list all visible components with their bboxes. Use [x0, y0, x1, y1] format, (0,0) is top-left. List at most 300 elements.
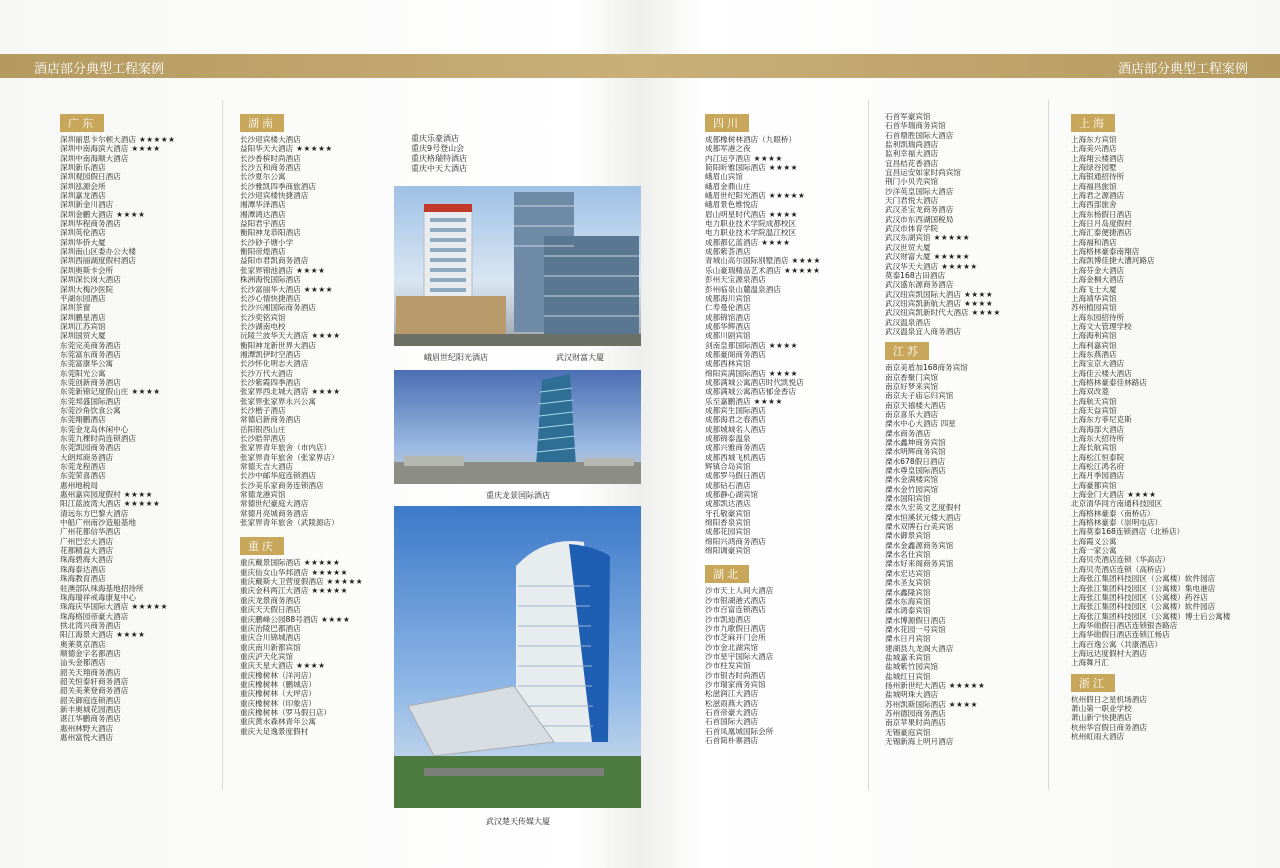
list-item: [885, 728, 1001, 737]
hotel-name: 长沙香槟时尚酒店: [240, 153, 301, 163]
list-item: [240, 266, 363, 275]
star-rating: ★★★★: [948, 699, 978, 709]
list-item: [705, 172, 821, 181]
list-item: [60, 154, 175, 163]
list-item: [60, 387, 175, 396]
hotel-name: 常德启新商务酒店: [240, 415, 301, 425]
hotel-name: 石首帝豪大酒店: [705, 707, 759, 717]
list-item: [885, 438, 1001, 447]
star-rating: ★★★★: [768, 340, 798, 350]
hotel-name: 牙孔敬豪宾馆: [705, 508, 751, 518]
hotel-name: 沙市星宇国际大酒店: [705, 651, 774, 661]
list-item: 重庆中天大酒店: [411, 164, 467, 173]
list-item: [1071, 387, 1230, 396]
star-rating: ★★★★: [768, 209, 798, 219]
hotel-name: 深圳新乐酒店: [60, 163, 106, 173]
list-item: 沙洋英皇国际大酒店: [885, 186, 954, 196]
list-item: [240, 481, 363, 490]
hotel-name: 上海飞士大厦: [1071, 284, 1117, 294]
list-item: [885, 299, 1001, 308]
star-rating: ★★★★: [303, 284, 333, 294]
section-sichuan: [705, 112, 821, 745]
list-item: [1071, 509, 1230, 518]
list-item: [60, 397, 175, 406]
list-item: [1071, 210, 1230, 219]
hotel-name: 东莞富康华公寓: [60, 359, 114, 369]
list-item: [1071, 163, 1230, 172]
section-title: 湖北: [705, 565, 749, 583]
hotel-name: 南京香聚门宾馆: [885, 372, 939, 382]
list-item: [885, 447, 1001, 456]
list-item: [240, 303, 363, 312]
list-item: [705, 378, 821, 387]
list-item: 天门君悦大酒店: [885, 196, 939, 206]
list-item: [705, 387, 821, 396]
divider: [1048, 100, 1049, 790]
list-item: [60, 630, 175, 639]
hotel-name: 溧水中心大酒店 四星: [885, 419, 956, 429]
hotel-name: 东莞翔鹏酒店: [60, 415, 106, 425]
list-item: [1071, 649, 1230, 658]
hotel-name: 上海莫泰168连锁酒店（北桥店）: [1071, 527, 1185, 537]
list-item: [60, 341, 175, 350]
hotel-name: 峨眉景色维悦店: [705, 200, 759, 210]
hotel-name: 上海张江集团科技园区（公寓楼）软件园店: [1071, 574, 1216, 584]
building-illustration: [394, 370, 641, 484]
hotel-name: 东莞完美商务酒店: [60, 340, 121, 350]
hotel-name: 长沙兴湘国际商务酒店: [240, 303, 316, 313]
hotel-name: 上海金门大酒店: [1071, 490, 1125, 500]
hotel-name: 汕头金都酒店: [60, 658, 106, 668]
list-item: [240, 499, 363, 508]
list-item: [885, 410, 1001, 419]
hotel-name: 溧水明辉商务宾馆: [885, 447, 946, 457]
list-item: [60, 509, 175, 518]
hotel-name: 深圳中南海滨大酒店: [60, 144, 129, 154]
list-item: [885, 606, 1001, 615]
list-item: [1071, 331, 1230, 340]
hotel-name: 溧水商务酒店: [885, 428, 931, 438]
hotel-name: 重庆橡树林（罗马假日店）: [240, 707, 332, 717]
hotel-name: 益阳市君凯商务酒店: [240, 256, 309, 266]
list-item: [1071, 527, 1230, 536]
hotel-name: 盐城嘉禾宾馆: [885, 652, 931, 662]
hotel-name: 成都城城名人酒店: [705, 424, 766, 434]
hotel-name: 南京美盾加168商务宾馆: [885, 363, 968, 373]
list-item: [705, 499, 821, 508]
list-item: [885, 541, 1001, 550]
hotel-name: 上海舞月汇: [1071, 658, 1109, 668]
hotel-name: 常德天吉大酒店: [240, 462, 294, 472]
list-item: [60, 210, 175, 219]
hotel-name: 盐城红日宾馆: [885, 671, 931, 681]
list-item: [705, 652, 821, 661]
list-item: [240, 680, 363, 689]
hotel-name: 珠海庆华国际大酒店: [60, 602, 129, 612]
list-item: 监利幸福大酒店: [885, 149, 939, 159]
list-item: [705, 462, 821, 471]
hotel-name: 长沙美乐家商务连锁酒店: [240, 480, 324, 490]
hotel-name: 深圳金鹏大酒店: [60, 209, 114, 219]
list-item: 宜昌桔花香酒店: [885, 158, 939, 168]
list-item: [240, 717, 363, 726]
divider: [222, 100, 223, 790]
hotel-name: 深圳华程商务酒店: [60, 219, 121, 229]
list-item: [1071, 397, 1230, 406]
list-item: [240, 596, 363, 605]
list-item: [885, 634, 1001, 643]
hotel-name: 绵阳兴鸿商务酒店: [705, 536, 766, 546]
hotel-name: 上海绿谷园墅: [1071, 163, 1117, 173]
hotel-name: 深圳英伦酒店: [60, 228, 106, 238]
list-item: [1071, 584, 1230, 593]
list-item: [1071, 732, 1230, 741]
hotel-name: 成都川剧宾馆: [705, 331, 751, 341]
list-item: [240, 727, 363, 736]
section-title: 上海: [1071, 114, 1115, 132]
list-item: [1071, 695, 1230, 704]
hotel-name: 简阳昕雅国际酒店: [705, 163, 766, 173]
hotel-name: 常德月亮城商务酒店: [240, 508, 309, 518]
list-item: [60, 527, 175, 536]
list-item: [60, 144, 175, 153]
list-item: [885, 588, 1001, 597]
hotel-name: 成都紫荟酒店: [705, 247, 751, 257]
hotel-name: 东莞阳光公寓: [60, 368, 106, 378]
hotel-name: 武汉圣宝龙商务酒店: [885, 205, 954, 215]
hotel-name: 上海豪都宾馆: [1071, 480, 1117, 490]
hotel-name: 惠州地税局: [60, 480, 98, 490]
star-rating: ★★★★: [311, 331, 341, 341]
hotel-name: 重庆橡树林（印象店）: [240, 698, 316, 708]
hotel-name: 成都海君之春酒店: [705, 415, 766, 425]
hotel-name: 溧水御景宾馆: [885, 531, 931, 541]
list-item: [705, 671, 821, 680]
hotel-name: 上海西部旅舍: [1071, 200, 1117, 210]
list-item: [1071, 406, 1230, 415]
hotel-name: 武汉纽宾凯新航大酒店: [885, 298, 961, 308]
star-rating: ★★★★: [768, 163, 798, 173]
hotel-name: 重庆黄水森林青年公寓: [240, 717, 316, 727]
hotel-name: 上海格林豪泰佳林路店: [1071, 377, 1147, 387]
list-item: [1071, 443, 1230, 452]
hotel-name: 惠州富悦大酒店: [60, 733, 114, 742]
hotel-name: 上海松江鸿名府: [1071, 462, 1125, 472]
photo-emei-wuhan: [394, 186, 641, 346]
list-item: [60, 275, 175, 284]
list-item: [240, 135, 363, 144]
list-item: [705, 322, 821, 331]
list-item: [60, 714, 175, 723]
list-item: [705, 708, 821, 717]
list-item: [240, 322, 363, 331]
list-item: [60, 537, 175, 546]
hotel-name: 东莞沙角饮食公寓: [60, 405, 121, 415]
list-item: [240, 661, 363, 670]
hotel-name: 上海张江集团科技园区（公寓楼）博士后公寓楼: [1071, 611, 1231, 621]
hotel-name: 上海芬金大酒店: [1071, 265, 1125, 275]
star-rating: ★★★★★: [768, 191, 806, 201]
list-item: [240, 689, 363, 698]
list-item: [885, 718, 1001, 727]
list-item: [1071, 172, 1230, 181]
hotel-name: 新丰奥城花园酒店: [60, 704, 121, 714]
hotel-name: 惠州林野大酒店: [60, 723, 114, 733]
list-item: 重庆9号登山会: [411, 144, 465, 153]
list-item: [240, 708, 363, 717]
hotel-name: 峨眉世纪阳光酒店: [705, 191, 766, 201]
star-rating: ★★★★: [963, 298, 994, 308]
photo-caption: 武汉财富大厦: [556, 353, 604, 362]
list-item: [705, 144, 821, 153]
hotel-name: 阳江蓝波湾大酒店: [60, 499, 121, 509]
hotel-name: 溧水678假日酒店: [885, 456, 946, 466]
list-item: [240, 341, 363, 350]
hotel-name: 沙市九歌假日酒店: [705, 623, 766, 633]
hotel-name: 东莞荣喜酒店: [60, 471, 106, 481]
hotel-name: 武汉盛东源商务酒店: [885, 280, 954, 290]
hotel-name: 衡阳神龙恭阳酒店: [240, 228, 301, 238]
list-item: [705, 256, 821, 265]
list-item: [885, 391, 1001, 400]
hotel-name: 顺德金字名都酒店: [60, 648, 121, 658]
hotel-name: 深圳国贸大厦: [60, 331, 106, 341]
hotel-name: 深圳奥斯卡会所: [60, 265, 114, 275]
list-item: [885, 243, 1001, 252]
hotel-name: 深圳西丽湖度假村酒店: [60, 256, 136, 266]
hotel-name: 东莞富东商务酒店: [60, 349, 121, 359]
list-item: [885, 327, 1001, 336]
star-rating: ★★★★: [131, 144, 161, 154]
list-item: [885, 262, 1001, 271]
hotel-name: 成都罗马假日酒店: [705, 471, 766, 481]
hotel-name: 溧水宏达宾馆: [885, 568, 931, 578]
list-item: [705, 397, 821, 406]
divider: [868, 100, 869, 790]
star-rating: ★★★★★: [311, 567, 348, 577]
hotel-name: 上海一家公寓: [1071, 546, 1117, 556]
list-item: [60, 658, 175, 667]
hotel-name: 上海利嘉宾馆: [1071, 340, 1117, 350]
hotel-name: 上海格林豪泰（南桥店）: [1071, 508, 1155, 518]
list-item: [1071, 713, 1230, 722]
list-item: [240, 453, 363, 462]
star-rating: ★★★★: [116, 630, 146, 640]
list-item: [240, 350, 363, 359]
list-item: [1071, 462, 1230, 471]
star-rating: ★★★★★: [933, 252, 971, 262]
list-item: [240, 490, 363, 499]
list-item: [1071, 630, 1230, 639]
hotel-name: 成都锦馆酒店: [705, 312, 751, 322]
hotel-list: [1071, 695, 1230, 742]
star-rating: ★★★★: [123, 490, 153, 500]
hotel-name: 上海金桐大酒店: [1071, 275, 1125, 285]
hotel-name: 成都满城公寓酒店时代凯悦店: [705, 377, 804, 387]
hotel-name: 常德世纪豪庭大酒店: [240, 499, 309, 509]
hotel-name: 张家界锦池酒店: [240, 265, 294, 275]
list-item: [885, 597, 1001, 606]
list-item: [240, 652, 363, 661]
hotel-name: 重庆金科两江大酒店: [240, 586, 309, 596]
list-item: [885, 709, 1001, 718]
list-item: [705, 537, 821, 546]
list-item: [705, 294, 821, 303]
hotel-name: 成都满城公寓酒店郁金香店: [705, 387, 797, 397]
list-item: [885, 578, 1001, 587]
hotel-name: 长沙迎宾楼大酒店: [240, 135, 301, 144]
list-item: [705, 615, 821, 624]
star-rating: ★★★★: [971, 308, 1001, 318]
left-title: 酒店部分典型工程案例: [34, 62, 165, 77]
hotel-name: 上海东方菲尼克斯: [1071, 415, 1132, 425]
hotel-name: 溧水鸿泰宾馆: [885, 606, 931, 616]
hotel-name: 乐山豪瑞精品艺术酒店: [705, 265, 781, 275]
hotel-name: 溧水好来阁商务宾馆: [885, 559, 954, 569]
hotel-name: 溧水圣友宾馆: [885, 578, 931, 588]
list-item: [60, 574, 175, 583]
hotel-name: 清远东方巴黎大酒店: [60, 508, 129, 518]
hotel-name: 深圳嘉龙酒店: [60, 191, 106, 201]
hotel-name: 上海东方宾馆: [1071, 135, 1117, 144]
hotel-name: 重庆泸天化宾馆: [240, 651, 294, 661]
hotel-name: 上海凯博佳捷大漕河路店: [1071, 256, 1155, 266]
list-item: [885, 363, 1001, 372]
hotel-name: 重庆天天假日酒店: [240, 605, 301, 615]
hotel-name: 长沙砂子塘小学: [240, 237, 294, 247]
hotel-name: 重庆治陵巴都酒店: [240, 623, 301, 633]
list-item: [705, 633, 821, 642]
hotel-name: 韶关御庭连锁酒店: [60, 695, 121, 705]
section-hubei-jiangsu: [885, 112, 1001, 746]
list-item: [1071, 135, 1230, 144]
hotel-name: 石首国际大酒店: [705, 717, 759, 727]
hotel-name: 湘潭鸿达酒店: [240, 209, 286, 219]
hotel-name: 仁寿曼伦酒店: [705, 303, 751, 313]
list-item: [885, 252, 1001, 261]
list-item: [885, 653, 1001, 662]
hotel-name: 深圳观园假日酒店: [60, 172, 121, 182]
list-item: [240, 144, 363, 153]
hotel-name: 东莞金龙岛休闲中心: [60, 424, 129, 434]
hotel-name: 张家界青年旅舍（张家界店）: [240, 452, 339, 462]
list-item: [1071, 144, 1230, 153]
list-item: [885, 373, 1001, 382]
list-item: [240, 443, 363, 452]
hotel-name: 深圳南山区委办公大楼: [60, 247, 136, 257]
hotel-name: 长沙富丽华大酒店: [240, 284, 301, 294]
list-item: [1071, 256, 1230, 265]
hotel-name: 沙市天上人间大酒店: [705, 586, 774, 596]
list-item: [240, 699, 363, 708]
list-item: [885, 503, 1001, 512]
list-item: [885, 485, 1001, 494]
section-hunan: [240, 112, 363, 736]
hotel-name: 重庆仙女山华邦酒店: [240, 567, 309, 577]
hotel-name: 溧水金鑫源商务宾馆: [885, 540, 954, 550]
list-item: [60, 434, 175, 443]
list-item: [1071, 612, 1230, 621]
hotel-name: 衡阳帝煌酒店: [240, 247, 286, 257]
hotel-name: 重庆合川锦城酒店: [240, 633, 301, 643]
hotel-name: 溧水金满楼宾馆: [885, 475, 939, 485]
hotel-name: 石首凤凰城国际会所: [705, 726, 774, 736]
hotel-name: 成都西林宾馆: [705, 359, 751, 369]
hotel-name: 重庆鹏峰公园88号酒店: [240, 614, 319, 624]
list-item: [240, 154, 363, 163]
list-item: [1071, 723, 1230, 732]
list-item: [705, 182, 821, 191]
photo-caption: 武汉楚天传媒大厦: [486, 817, 550, 826]
hotel-name: 武汉市东西湖国税局: [885, 214, 954, 224]
list-item: [705, 680, 821, 689]
list-item: [240, 256, 363, 265]
hotel-name: 深圳茶窗: [60, 303, 91, 313]
star-rating: ★★★★★: [783, 265, 821, 275]
hotel-name: 松滋润江大酒店: [705, 689, 759, 699]
hotel-name: 峨眉金鼎山庄: [705, 181, 751, 191]
list-item: [1071, 593, 1230, 602]
list-item: [240, 605, 363, 614]
list-item: [705, 359, 821, 368]
hotel-name: 深圳深长岗大酒店: [60, 275, 121, 285]
hotel-list: [240, 135, 363, 527]
list-item: [705, 736, 821, 745]
hotel-name: 上海美兴酒店: [1071, 144, 1117, 154]
hotel-name: 珠海泰达酒店: [60, 564, 106, 574]
list-item: [240, 434, 363, 443]
hotel-name: 上海松江恒泰院: [1071, 452, 1125, 462]
hotel-name: 彭州天宝源泉酒店: [705, 275, 766, 285]
hotel-name: 重庆橡树林（大坪店）: [240, 689, 316, 699]
list-item: [705, 135, 821, 144]
list-item: [60, 331, 175, 340]
list-item: [705, 586, 821, 595]
list-item: [1071, 313, 1230, 322]
hotel-name: 松滋雨燕大酒店: [705, 698, 759, 708]
hotel-name: 绵阳宾满国际酒店: [705, 368, 766, 378]
list-item: [240, 200, 363, 209]
list-item: [1071, 565, 1230, 574]
hotel-name: 沅陵兰波华天大酒店: [240, 331, 309, 341]
list-item: [240, 633, 363, 642]
list-item: [240, 415, 363, 424]
list-item: [60, 733, 175, 742]
list-item: [1071, 537, 1230, 546]
hotel-name: 上海华勋假日酒店连锁银杏路店: [1071, 620, 1178, 630]
hotel-name: 沙市芝麻开门会所: [705, 633, 766, 643]
list-item: [705, 285, 821, 294]
hotel-name: 上海宝京大酒店: [1071, 359, 1125, 369]
hotel-name: 成都锦泰温泉: [705, 434, 751, 443]
list-item: [1071, 182, 1230, 191]
hotel-name: 湘潭华泽酒店: [240, 200, 286, 210]
hotel-list: [885, 205, 1001, 336]
hotel-name: 大朗邦商务酒店: [60, 452, 114, 462]
hotel-name: 上海福昌旅馆: [1071, 181, 1117, 191]
list-item: [60, 163, 175, 172]
hotel-name: 峨眉山宾馆: [705, 172, 743, 182]
list-item: [885, 271, 1001, 280]
hotel-name: 长沙雅凯四季商旅酒店: [240, 181, 316, 191]
list-item: [1071, 471, 1230, 480]
list-item: [885, 737, 1001, 746]
hotel-name: 苏州德园商务酒店: [885, 708, 946, 718]
list-item: [240, 518, 363, 527]
hotel-name: 溧水东海宾馆: [885, 596, 931, 606]
list-item: [60, 182, 175, 191]
hotel-name: 武汉市体育学院: [885, 224, 939, 234]
